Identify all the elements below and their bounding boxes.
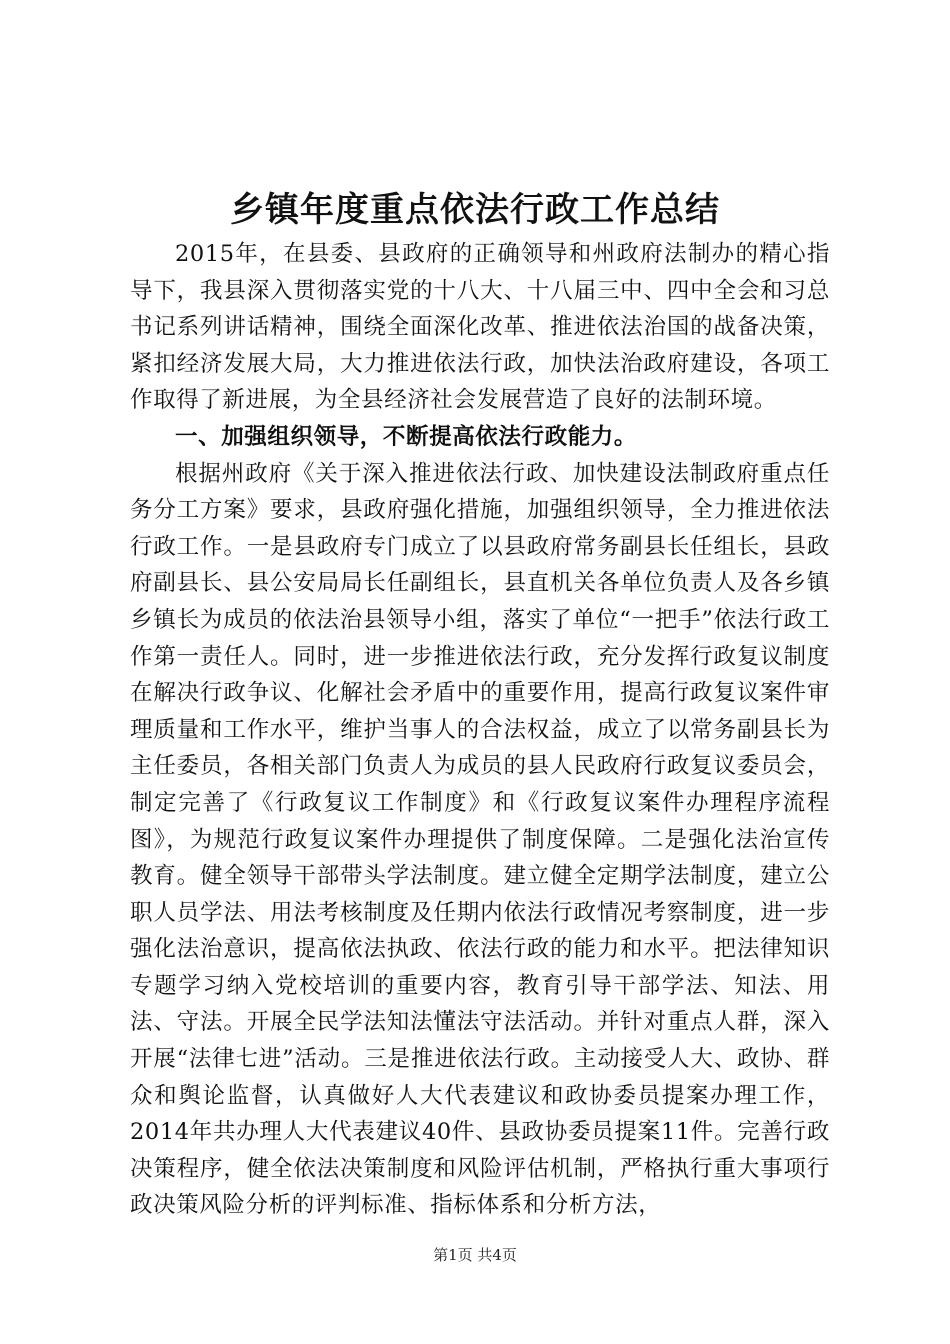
intro-paragraph: 2015年，在县委、县政府的正确领导和州政府法制办的精心指导下，我县深入贯彻落实党的十八大、十八届三中、四中全会和习总书记系列讲话精神，围绕全面深化改革、推进依法治国的战备决策，紧扣经济发展大局，大力推进依法行政，加快法治政府建设，各项工作取得了新进展，为全县经济社会发展营造了良好的法制环境。	[130, 241, 830, 414]
body-paragraph: 根据州政府《关于深入推进依法行政、加快建设法制政府重点任务分工方案》要求，县政府强化措施，加强组织领导，全力推进依法行政工作。一是县政府专门成立了以县政府常务副县长任组长，县政府副县长、县公安局局长任副组长，县直机关各单位负责人及各乡镇乡镇长为成员的依法治县领导小组，落实了单位“一把手”依法行政工作第一责任人。同时，进一步推进依法行政，充分发挥行政复议制度在解决行政争议、化解社会矛盾中的重要作用，提高行政复议案件审理质量和工作水平，维护当事人的合法权益，成立了以常务副县长为主任委员，各相关部门负责人为成员的县人民政府行政复议委员会，制定完善了《行政复议工作制度》和《行政复议案件办理程序流程图》，为规范行政复议案件办理提供了制度保障。二是强化法治宣传教育。健全领导干部带头学法制度。建立健全定期学法制度，建立公职人员学法、用法考核制度及任期内依法行政情况考察制度，进一步强化法治意识，提高依法执政、依法行政的能力和水平。把法律知识专题学习纳入党校培训的重要内容，教育引导干部学法、知法、用法、守法。开展全民学法知法懂法守法活动。并针对重点人群，深入开展“法律七进”活动。三是推进依法行政。主动接受人大、政协、群众和舆论监督，认真做好人大代表建议和政协委员提案办理工作，2014年共办理人大代表建议40件、县政协委员提案11件。完善行政决策程序，健全依法决策制度和风险评估机制，严格执行重大事项行政决策风险分析的评判标准、指标体系和分析方法，	[130, 460, 830, 1219]
page-number-footer: 第1页 共4页	[433, 1246, 517, 1264]
document-title: 乡镇年度重点依法行政工作总结	[230, 190, 720, 230]
document-body	[130, 236, 830, 1224]
section-heading: 一、加强组织领导，不断提高依法行政能力。	[175, 423, 638, 450]
